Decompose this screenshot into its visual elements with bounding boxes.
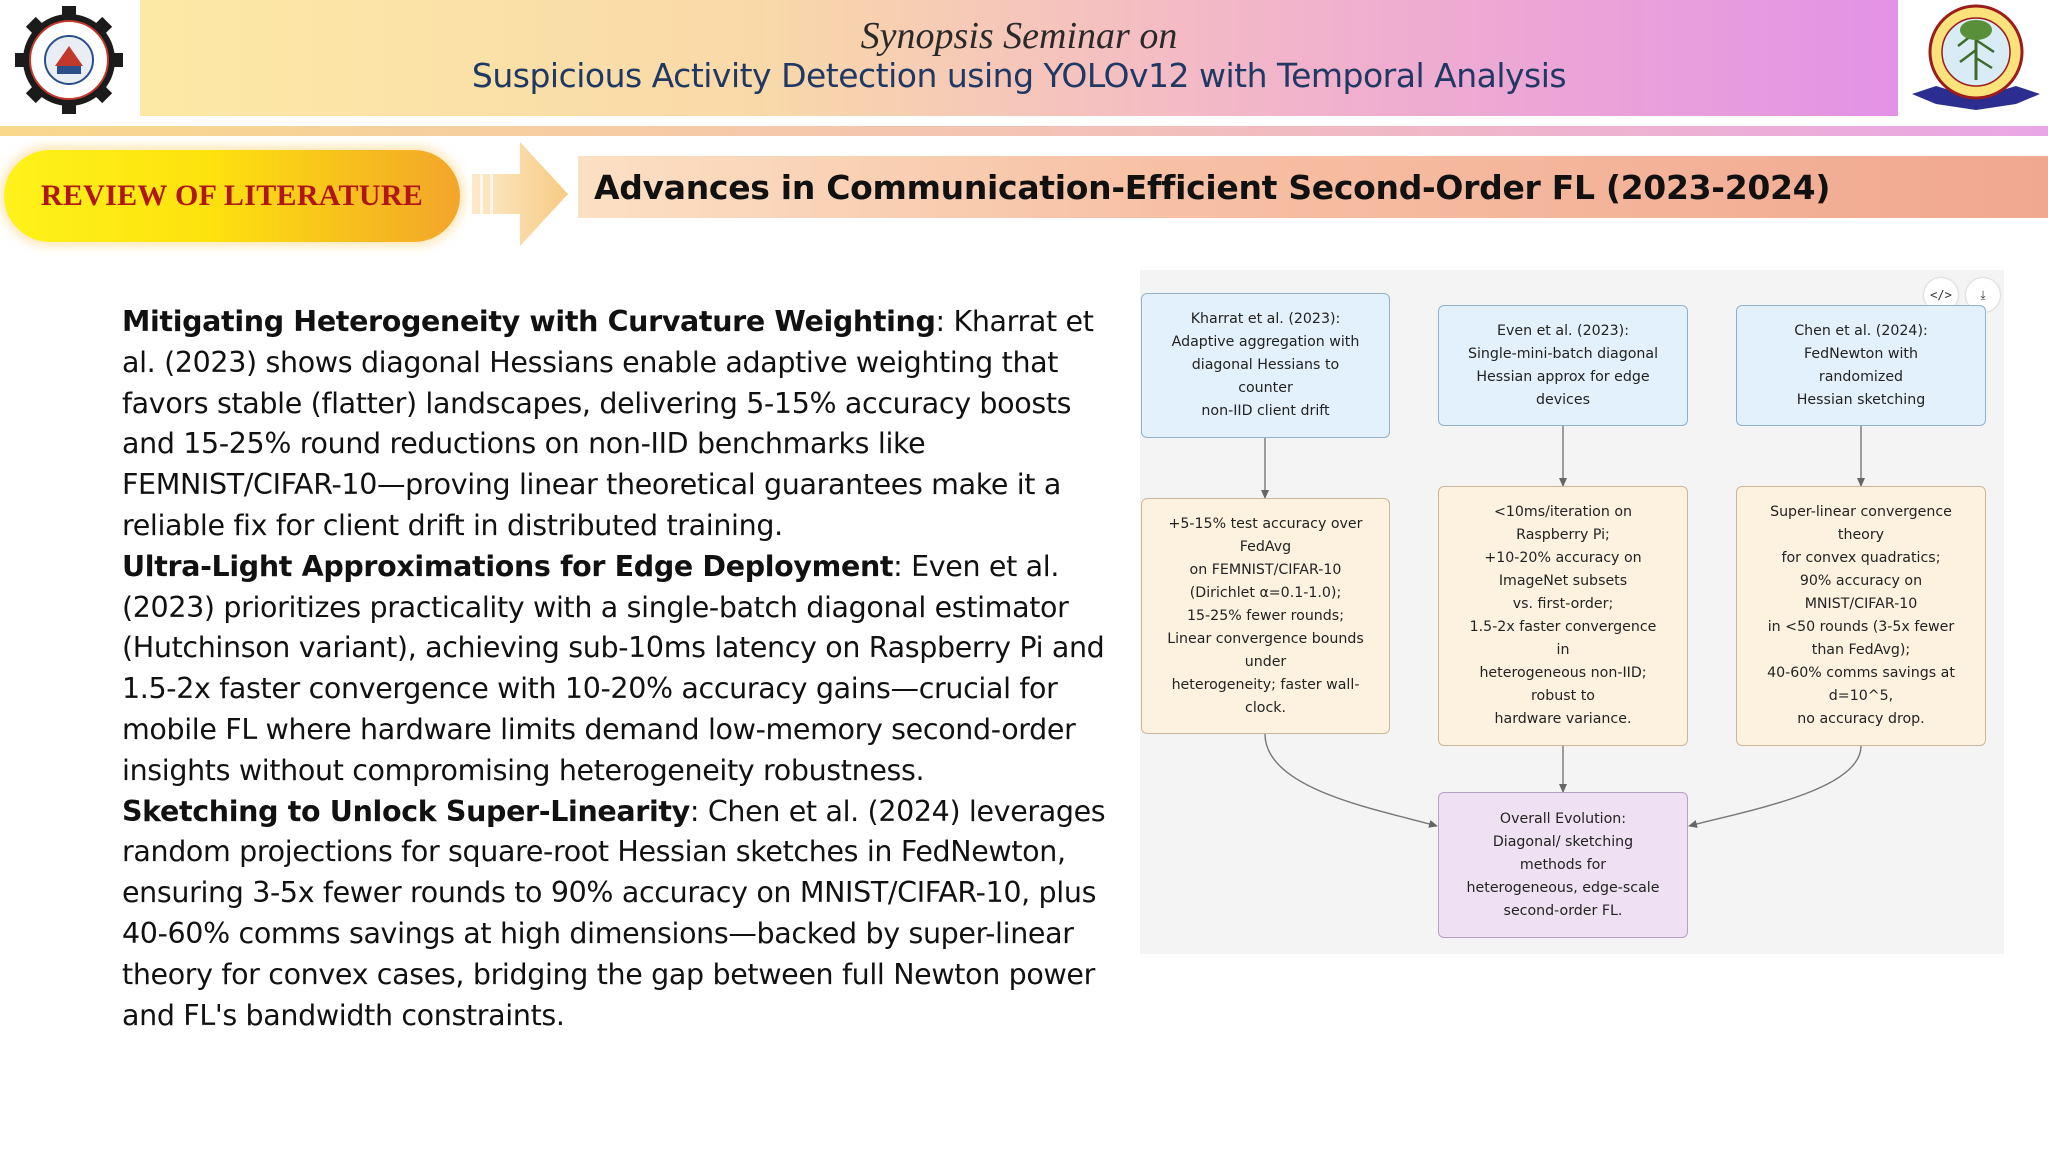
paragraph-lead: Mitigating Heterogeneity with Curvature Weighting xyxy=(122,305,936,338)
section-label-text: REVIEW OF LITERATURE xyxy=(40,179,424,212)
paragraph-lead: Ultra-Light Approximations for Edge Deployment xyxy=(122,549,894,583)
slide-heading-text: Advances in Communication-Efficient Second-Order FL (2023-2024) xyxy=(594,167,1831,207)
literature-text xyxy=(122,302,1122,1036)
chevron-arrow-icon xyxy=(472,142,568,246)
node-kharrat-2023: Kharrat et al. (2023): Adaptive aggregation with diagonal Hessians to counter non-IID client drift xyxy=(1141,293,1390,438)
paragraph-body: : Chen et al. (2024) leverages random projections for square-root Hessian sketches in FedNewton, ensuring 3-5x fewer rounds to 90% accuracy on MNIST/CIFAR-10, plus 40-60% comms savings at high dimensions—backed by super-linear theory for convex cases, bridging the gap between full Newton power and FL's bandwidth constraints. xyxy=(122,794,1106,1032)
code-icon-glyph: </> xyxy=(1930,288,1952,302)
arrow-kharrat-result-to-overall xyxy=(1265,734,1437,826)
paragraph-body: : Even et al. (2023) prioritizes practicality with a single-batch diagonal estimator (Hutchinson variant), achieving sub-10ms latency on Raspberry Pi and 1.5-2x faster convergence with 10-20% accuracy gains—crucial for mobile FL where hardware limits demand low-memory second-order insights without compromising heterogeneity robustness. xyxy=(122,549,1105,787)
node-chen-2024: Chen et al. (2024): FedNewton with randomized Hessian sketching xyxy=(1736,305,1986,426)
section-label xyxy=(4,150,460,242)
node-even-2023: Even et al. (2023): Single-mini-batch diagonal Hessian approx for edge devices xyxy=(1438,305,1688,426)
arrow-chen-result-to-overall xyxy=(1689,746,1861,826)
flow-diagram xyxy=(1140,270,2004,954)
download-icon-glyph: ⤓ xyxy=(1980,287,1986,302)
slide-heading xyxy=(578,156,2048,218)
node-kharrat-results: +5-15% test accuracy over FedAvg on FEMNIST/CIFAR-10 (Dirichlet α=0.1-1.0); 15-25% fewer rounds; Linear convergence bounds under heterogeneity; faster wall- clock. xyxy=(1141,498,1390,734)
header-divider xyxy=(0,126,2048,136)
node-even-results: <10ms/iteration on Raspberry Pi; +10-20% accuracy on ImageNet subsets vs. first-order; 1.5-2x faster convergence in heterogeneous non-IID; robust to hardware variance. xyxy=(1438,486,1688,746)
paragraph-lead: Sketching to Unlock Super-Linearity xyxy=(122,794,690,828)
paragraph-sketching xyxy=(122,792,1122,1037)
header-title-line2: Suspicious Activity Detection using YOLOv12 with Temporal Analysis xyxy=(471,56,1567,95)
node-overall-evolution: Overall Evolution: Diagonal/ sketching methods for heterogeneous, edge-scale second-order FL. xyxy=(1438,792,1688,938)
institute-logo-left xyxy=(4,4,134,116)
header-title-line1: Synopsis Seminar on xyxy=(860,15,1178,57)
node-chen-results: Super-linear convergence theory for convex quadratics; 90% accuracy on MNIST/CIFAR-10 in <50 rounds (3-5x fewer than FedAvg); 40-60% comms savings at d=10^5, no accuracy drop. xyxy=(1736,486,1986,746)
paragraph-curvature-weighting xyxy=(122,302,1122,547)
paragraph-body: : Kharrat et al. (2023) shows diagonal Hessians enable adaptive weighting that favors stable (flatter) landscapes, delivering 5-15% accuracy boosts and 15-25% round reductions on non-IID benchmarks like FEMNIST/CIFAR-10—proving linear theoretical guarantees make it a reliable fix for client drift in distributed training. xyxy=(122,305,1094,542)
paragraph-edge-deployment xyxy=(122,547,1122,792)
university-logo-right xyxy=(1906,2,2046,114)
